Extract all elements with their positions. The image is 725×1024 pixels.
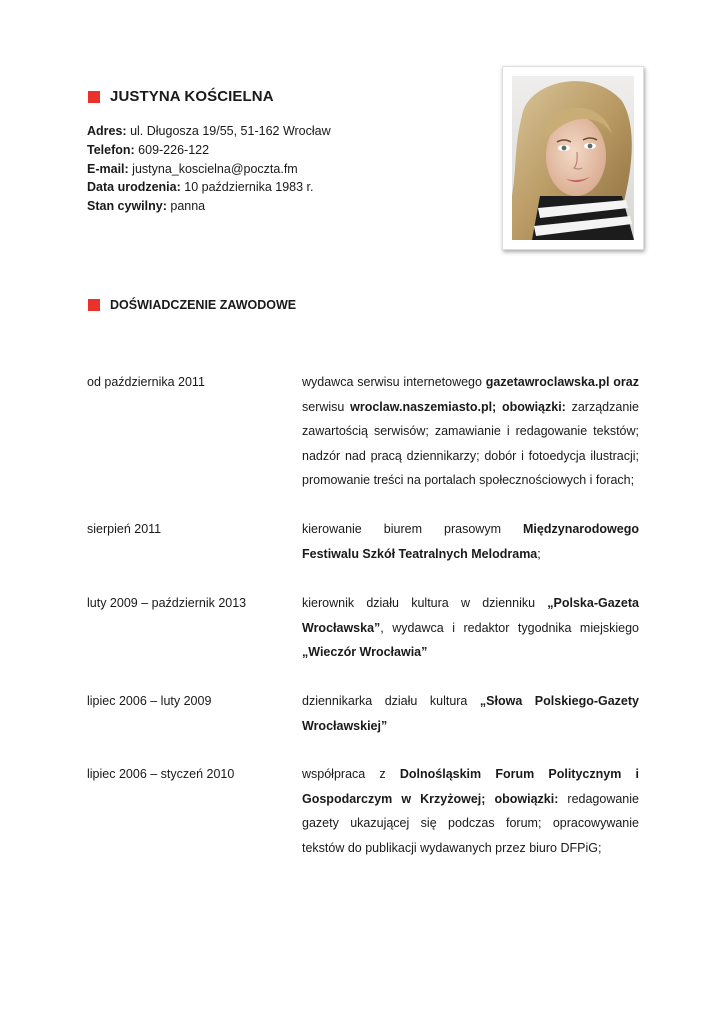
red-square-icon [88,91,100,103]
contact-block [87,122,331,216]
birth-row [87,178,331,197]
experience-description [302,517,639,566]
email-label: E-mail: [87,161,129,176]
experience-description [302,689,639,738]
text-segment: ; [537,546,541,561]
experience-description [302,762,639,860]
text-segment: kierowanie biurem prasowym [302,522,524,536]
address-row [87,122,331,141]
bold-text-segment: „Wieczór Wrocławia” [302,645,428,660]
status-value: panna [166,199,206,214]
text-segment: redagowanie gazety ukazującej się podczas forum; opracowywanie tekstów do publikacji wydawanych przez biuro DFPiG; [302,791,639,855]
section-heading-experience [88,298,296,312]
bold-text-segment: gazetawroclawska.pl oraz [485,375,639,389]
text-segment: współpraca z [302,767,400,781]
name-heading [88,88,274,105]
text-segment: zarządzanie zawartością serwisów; zamawianie i redagowanie tekstów; nadzór nad pracą dziennikarzy; dobór i fotoedycja ilustracji; promowanie treści na portalach społecznościowych i forach; [302,399,639,488]
text-segment: wydawca serwisu internetowego [302,375,486,389]
text-segment: kierownik działu kultura w dzienniku [302,596,548,610]
status-label: Stan cywilny: [87,199,167,214]
email-value: justyna_koscielna@poczta.fm [128,161,298,176]
bold-text-segment: Międzynarodowego Festiwalu Szkół Teatralnych Melodrama [302,522,639,561]
text-segment: serwisu [302,399,351,414]
bold-text-segment: „Słowa Polskiego-Gazety Wrocławskiej” [302,694,639,733]
experience-description [302,370,639,493]
birth-label: Data urodzenia: [87,180,181,195]
email-row [87,160,331,179]
text-segment: dziennikarka działu kultura [302,694,480,708]
red-square-icon [88,299,100,311]
address-label: Adres: [87,124,127,138]
bold-text-segment: „Polska-Gazeta Wrocławska” [302,596,639,635]
address-value: ul. Długosza 19/55, 51-162 Wrocław [126,124,331,138]
experience-date: lipiec 2006 – styczeń 2010 [87,767,235,781]
experience-date: od października 2011 [87,375,205,389]
experience-date: lipiec 2006 – luty 2009 [87,694,212,708]
text-segment: , wydawca i redaktor tygodnika miejskiego [380,620,639,635]
bold-text-segment: wroclaw.naszemiasto.pl; obowiązki: [350,399,566,414]
status-row [87,197,331,216]
bold-text-segment: Dolnośląskim Forum Politycznym i Gospodarczym w Krzyżowej; obowiązki: [302,767,639,806]
experience-date: luty 2009 – październik 2013 [87,596,247,610]
person-name: JUSTYNA KOŚCIELNA [110,88,274,105]
portrait-image [512,76,634,240]
phone-value: 609-226-122 [134,142,210,157]
experience-date: sierpień 2011 [87,522,162,536]
birth-value: 10 października 1983 r. [180,180,314,195]
phone-label: Telefon: [87,142,135,157]
phone-row [87,141,331,160]
experience-description [302,591,639,665]
profile-photo [502,66,644,250]
section-title: DOŚWIADCZENIE ZAWODOWE [110,298,297,312]
